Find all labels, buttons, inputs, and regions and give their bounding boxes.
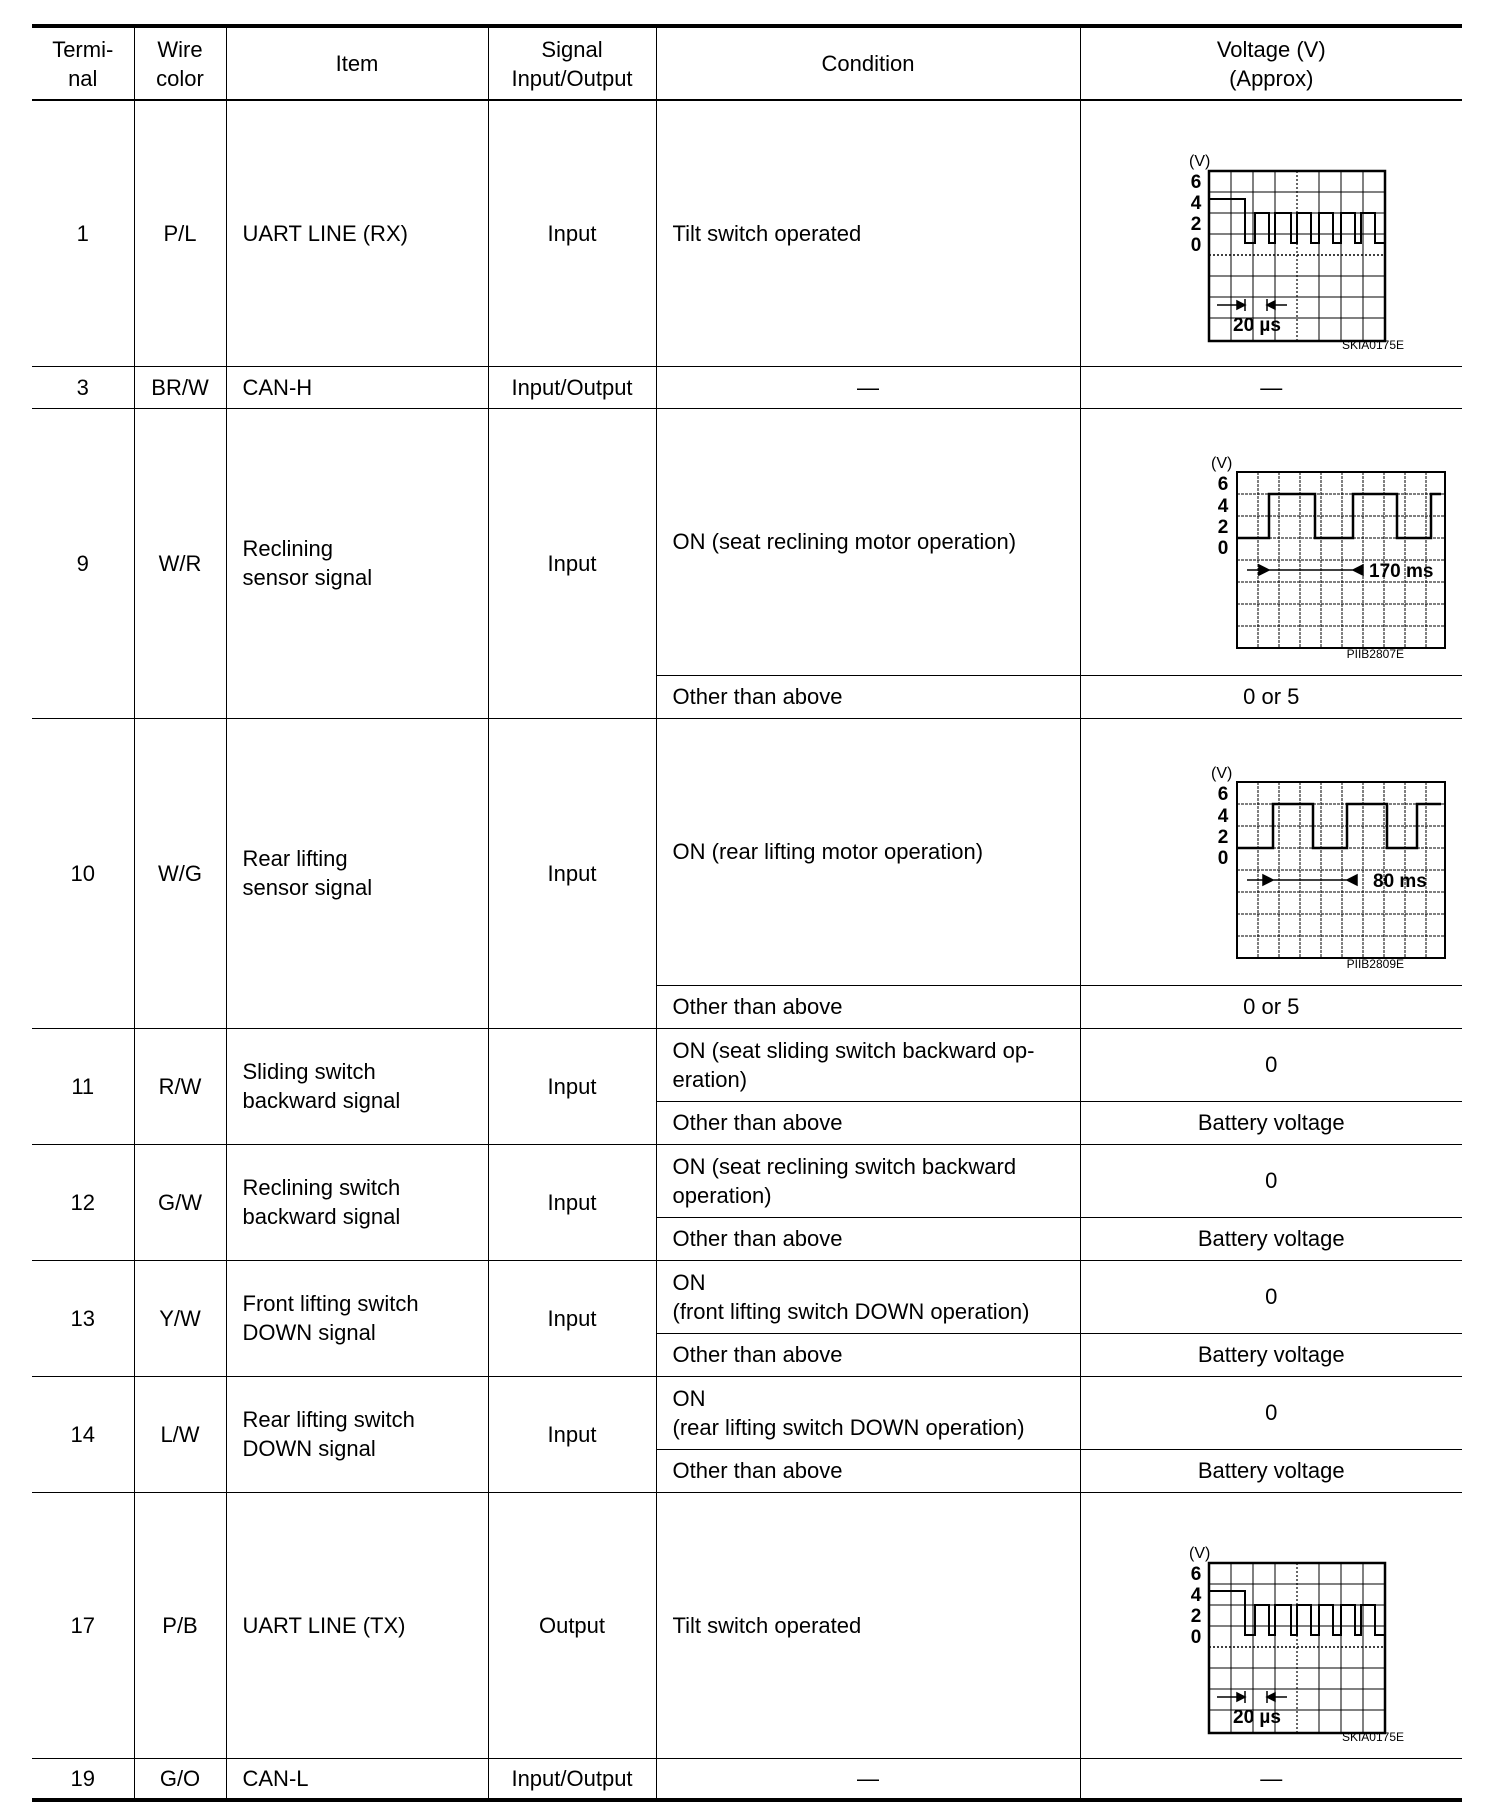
wire-color-cell: W/R [134, 408, 226, 718]
wire-color-cell: G/W [134, 1144, 226, 1260]
item-cell: Reclining switch backward signal [226, 1144, 488, 1260]
terminal-cell: 14 [32, 1376, 134, 1492]
signal-cell: Input/Output [488, 366, 656, 408]
terminal-cell: 11 [32, 1028, 134, 1144]
waveform-y-ticks [1191, 1564, 1202, 1648]
header-terminal: Termi- nal [32, 26, 134, 100]
wire-color-cell: L/W [134, 1376, 226, 1492]
y-tick-6: 6 [1217, 473, 1229, 495]
voltage-cell: 0 or 5 [1080, 985, 1462, 1028]
item-cell: CAN-H [226, 366, 488, 408]
condition-cell: Other than above [656, 1333, 1080, 1376]
item-cell: Sliding switch backward signal [226, 1028, 488, 1144]
terminal-cell: 13 [32, 1260, 134, 1376]
time-span-arrows [1247, 565, 1363, 575]
waveform-trace [1209, 1591, 1385, 1635]
condition-cell: ON (seat reclining motor operation) [656, 408, 1080, 675]
y-tick-0: 0 [1190, 1627, 1202, 1648]
y-tick-0: 0 [1217, 847, 1229, 869]
item-cell: CAN-L [226, 1758, 488, 1800]
item-cell: Rear lifting switch DOWN signal [226, 1376, 488, 1492]
item-cell: Rear lifting sensor signal [226, 718, 488, 1028]
terminal-cell: 12 [32, 1144, 134, 1260]
figure-code: SKIA0175E [1341, 1729, 1404, 1744]
time-span-arrows [1217, 299, 1287, 311]
terminal-cell: 17 [32, 1492, 134, 1758]
y-tick-2: 2 [1217, 826, 1229, 848]
condition-cell: — [656, 366, 1080, 408]
condition-cell: ON (seat reclining switch backward operation) [656, 1144, 1080, 1217]
waveform-grid [1237, 782, 1445, 958]
condition-cell: Other than above [656, 1449, 1080, 1492]
y-tick-2: 2 [1217, 516, 1229, 538]
time-span-arrows [1247, 875, 1357, 885]
signal-cell: Input [488, 1260, 656, 1376]
voltage-cell: — [1080, 1758, 1462, 1800]
signal-cell: Input [488, 1028, 656, 1144]
terminal-cell: 19 [32, 1758, 134, 1800]
figure-code: SKIA0175E [1341, 337, 1404, 352]
item-cell: UART LINE (RX) [226, 100, 488, 366]
table-row [32, 1028, 1462, 1101]
terminal-cell: 10 [32, 718, 134, 1028]
table-row [32, 1758, 1462, 1800]
condition-cell: ON (rear lifting motor operation) [656, 718, 1080, 985]
signal-cell: Input [488, 1376, 656, 1492]
table-row [32, 366, 1462, 408]
time-span-arrows [1217, 1691, 1287, 1703]
waveform-time-label: 80 ms [1373, 870, 1428, 892]
condition-cell: ON (seat sliding switch backward op- eration) [656, 1028, 1080, 1101]
y-tick-4: 4 [1217, 805, 1229, 827]
voltage-cell: 0 [1080, 1376, 1462, 1449]
waveform-unit: (V) [1211, 764, 1233, 782]
voltage-cell: Battery voltage [1080, 1333, 1462, 1376]
header-wire-color: Wire color [134, 26, 226, 100]
header-row [32, 26, 1462, 100]
figure-code: PIIB2809E [1346, 956, 1404, 971]
condition-cell: Other than above [656, 1217, 1080, 1260]
condition-cell: Other than above [656, 675, 1080, 718]
table-row [32, 1376, 1462, 1449]
y-tick-0: 0 [1190, 235, 1202, 257]
header-signal: Signal Input/Output [488, 26, 656, 100]
wire-color-cell: BR/W [134, 366, 226, 408]
voltage-waveform-cell [1080, 718, 1462, 985]
y-tick-6: 6 [1217, 783, 1229, 805]
voltage-waveform-cell [1080, 408, 1462, 675]
table-row [32, 1144, 1462, 1217]
signal-cell: Input [488, 100, 656, 366]
signal-cell: Output [488, 1492, 656, 1758]
wire-color-cell: Y/W [134, 1260, 226, 1376]
condition-cell: Other than above [656, 1101, 1080, 1144]
terminal-spec-table [32, 24, 1462, 1802]
y-tick-2: 2 [1190, 1606, 1202, 1627]
waveform-unit: (V) [1189, 153, 1211, 171]
figure-code: PIIB2807E [1346, 646, 1404, 661]
voltage-waveform-cell [1080, 1492, 1462, 1758]
wire-color-cell: P/B [134, 1492, 226, 1758]
condition-cell: Other than above [656, 985, 1080, 1028]
condition-cell: Tilt switch operated [656, 1492, 1080, 1758]
voltage-cell: 0 [1080, 1028, 1462, 1101]
wire-color-cell: G/O [134, 1758, 226, 1800]
y-tick-4: 4 [1217, 495, 1229, 517]
waveform-unit: (V) [1211, 454, 1233, 472]
voltage-cell: 0 [1080, 1260, 1462, 1333]
header-item: Item [226, 26, 488, 100]
table-row [32, 100, 1462, 366]
terminal-cell: 3 [32, 366, 134, 408]
waveform-time-label: 20 µs [1233, 1707, 1282, 1728]
waveform-unit: (V) [1189, 1545, 1211, 1562]
y-tick-6: 6 [1190, 172, 1202, 194]
voltage-cell: Battery voltage [1080, 1101, 1462, 1144]
condition-cell: — [656, 1758, 1080, 1800]
voltage-waveform-cell [1080, 100, 1462, 366]
voltage-cell: 0 or 5 [1080, 675, 1462, 718]
signal-cell: Input [488, 718, 656, 1028]
reclining-sensor-waveform [1141, 442, 1434, 642]
table-row [32, 1260, 1462, 1333]
table-row [32, 1492, 1462, 1758]
y-tick-0: 0 [1217, 537, 1229, 559]
y-tick-4: 4 [1190, 1585, 1202, 1606]
header-condition: Condition [656, 26, 1080, 100]
wire-color-cell: R/W [134, 1028, 226, 1144]
wire-color-cell: P/L [134, 100, 226, 366]
signal-cell: Input [488, 1144, 656, 1260]
rear-lifting-sensor-waveform [1141, 752, 1428, 952]
condition-cell: Tilt switch operated [656, 100, 1080, 366]
y-tick-6: 6 [1190, 1564, 1202, 1585]
waveform-time-label: 20 µs [1233, 315, 1282, 337]
waveform-y-ticks [1218, 474, 1229, 559]
item-cell: Front lifting switch DOWN signal [226, 1260, 488, 1376]
y-tick-4: 4 [1190, 193, 1202, 215]
condition-cell: ON (rear lifting switch DOWN operation) [656, 1376, 1080, 1449]
signal-cell: Input [488, 408, 656, 718]
table-row [32, 718, 1462, 985]
item-cell: Reclining sensor signal [226, 408, 488, 718]
waveform-y-ticks [1218, 784, 1229, 869]
terminal-cell: 9 [32, 408, 134, 718]
table-row [32, 408, 1462, 675]
condition-cell: ON (front lifting switch DOWN operation) [656, 1260, 1080, 1333]
voltage-cell: Battery voltage [1080, 1217, 1462, 1260]
wire-color-cell: W/G [134, 718, 226, 1028]
voltage-cell: 0 [1080, 1144, 1462, 1217]
voltage-cell: — [1080, 366, 1462, 408]
waveform-trace [1209, 199, 1385, 243]
header-voltage: Voltage (V) (Approx) [1080, 26, 1462, 100]
uart-tx-waveform [1141, 1525, 1401, 1728]
signal-cell: Input/Output [488, 1758, 656, 1800]
waveform-y-ticks [1191, 172, 1202, 256]
item-cell: UART LINE (TX) [226, 1492, 488, 1758]
terminal-cell: 1 [32, 100, 134, 366]
waveform-time-label: 170 ms [1369, 560, 1434, 582]
y-tick-2: 2 [1190, 214, 1202, 236]
voltage-cell: Battery voltage [1080, 1449, 1462, 1492]
uart-rx-waveform [1141, 133, 1401, 337]
